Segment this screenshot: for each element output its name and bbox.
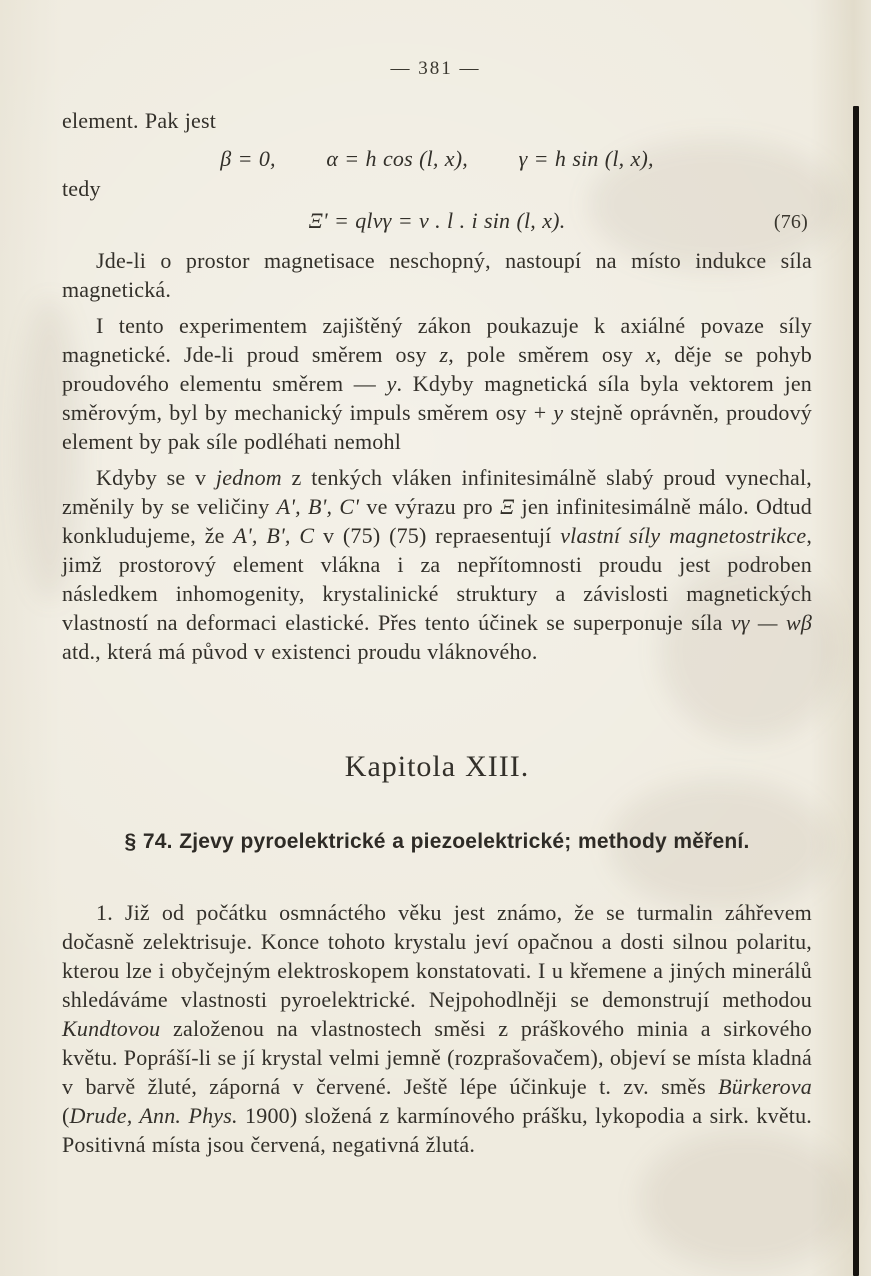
text-segment: z tenkých vláken infinitesimálně slabý proud vynechal, změnily by se veličiny [62, 465, 812, 519]
text-segment: Bürkerova [718, 1074, 812, 1099]
text-segment: Kundtovou [62, 1016, 161, 1041]
text-block-body [62, 246, 812, 673]
binding-edge-shadow [853, 106, 859, 1276]
text-segment: y [553, 400, 564, 425]
page-number: — 381 — [390, 58, 481, 79]
equation-connector: tedy [62, 176, 101, 201]
text-segment: , jimž prostorový element vlákna i za nepřítomnosti proudu jest podroben následkem inhomogenity, krystalinické struktury a závislosti magnetických vlastností na deformaci elastické. Přes tento účinek se superponuje síla [62, 523, 813, 635]
text-segment: jednom [215, 465, 282, 490]
text-segment: y [386, 371, 397, 396]
paragraph [62, 898, 812, 1159]
text-block-equations [62, 106, 812, 245]
text-segment: , pole směrem osy [448, 342, 646, 367]
text-segment: ( [62, 1103, 70, 1128]
text-segment: Ξ [500, 494, 515, 519]
text-segment: A', B', C [233, 523, 315, 548]
text-segment: 1. Již od počátku osmnáctého věku jest známo, že se turmalin záhřevem dočasně zelektrisuje. Konce tohoto krystalu jeví opačnou a dosti silnou polaritu, kterou lze i obyčejným elektroskopem konstatovati. I u křemene a jiných minerálů shledáváme vlastnosti pyroelektrické. Nejpohodlněji se demonstrují methodou [62, 900, 812, 1012]
text-segment: atd., která má původ v existenci proudu vláknového. [62, 639, 538, 664]
text-segment: vlastní síly magnetostrikce [560, 523, 807, 548]
equation-number: (76) [773, 211, 808, 233]
equation-line-1: β = 0, α = h cos (l, x), γ = h sin (l, x), [220, 146, 654, 171]
text-segment: x [645, 342, 656, 367]
text-segment: z [439, 342, 449, 367]
text-segment: Jde-li o prostor magnetisace neschopný, nastoupí na místo indukce síla magnetická. [62, 248, 812, 302]
text-segment: , děje se pohyb proudového elementu směrem — [62, 342, 812, 396]
text-segment: Kdyby se v [96, 465, 216, 490]
text-segment: A', B', C' [276, 494, 360, 519]
paragraph [62, 463, 812, 666]
text-segment: . Kdyby magnetická síla byla vektorem jen směrovým, byl by mechanický impuls směrem osy + [62, 371, 812, 425]
text-segment: I tento experimentem zajištěný zákon poukazuje k axiálné povaze síly magnetické. Jde-li proud směrem osy [62, 313, 812, 367]
text-segment: jen infinitesimálně málo. Odtud konkludujeme, že [62, 494, 812, 548]
text-segment: Drude, Ann. Phys. [69, 1103, 238, 1128]
text-segment: ve výrazu pro [359, 494, 501, 519]
paragraph [62, 311, 812, 456]
text-segment: založenou na vlastnostech směsi z práškového minia a sirkového květu. Popráší-li se jí krystal velmi jemně (rozprašovačem), objeví se místa kladná v barvě žluté, záporná v červené. Ještě lépe účinkuje t. zv. směs [62, 1016, 812, 1099]
text-segment: stejně oprávněn, proudový element by pak síle podléhati nemohl [62, 400, 812, 454]
text-block-chapter [62, 752, 812, 1166]
equation-text: Ξ' = qlvγ = v . l . i sin (l, x). [308, 208, 566, 233]
paragraph [62, 246, 812, 304]
text-segment: vγ — wβ [730, 610, 812, 635]
text-segment: 1900) složená z karmínového prášku, lykopodia a sirk. květu. Positivná místa jsou červená, negativná žlutá. [62, 1103, 813, 1157]
paragraph-continuation: element. Pak jest [62, 108, 217, 133]
text-segment: v (75) (75) repraesentují [314, 523, 561, 548]
equation-line-2 [62, 206, 812, 235]
section-heading: § 74. Zjevy pyroelektrické a piezoelektrické; methody měření. [124, 830, 750, 853]
chapter-heading: Kapitola XIII. [344, 750, 530, 783]
